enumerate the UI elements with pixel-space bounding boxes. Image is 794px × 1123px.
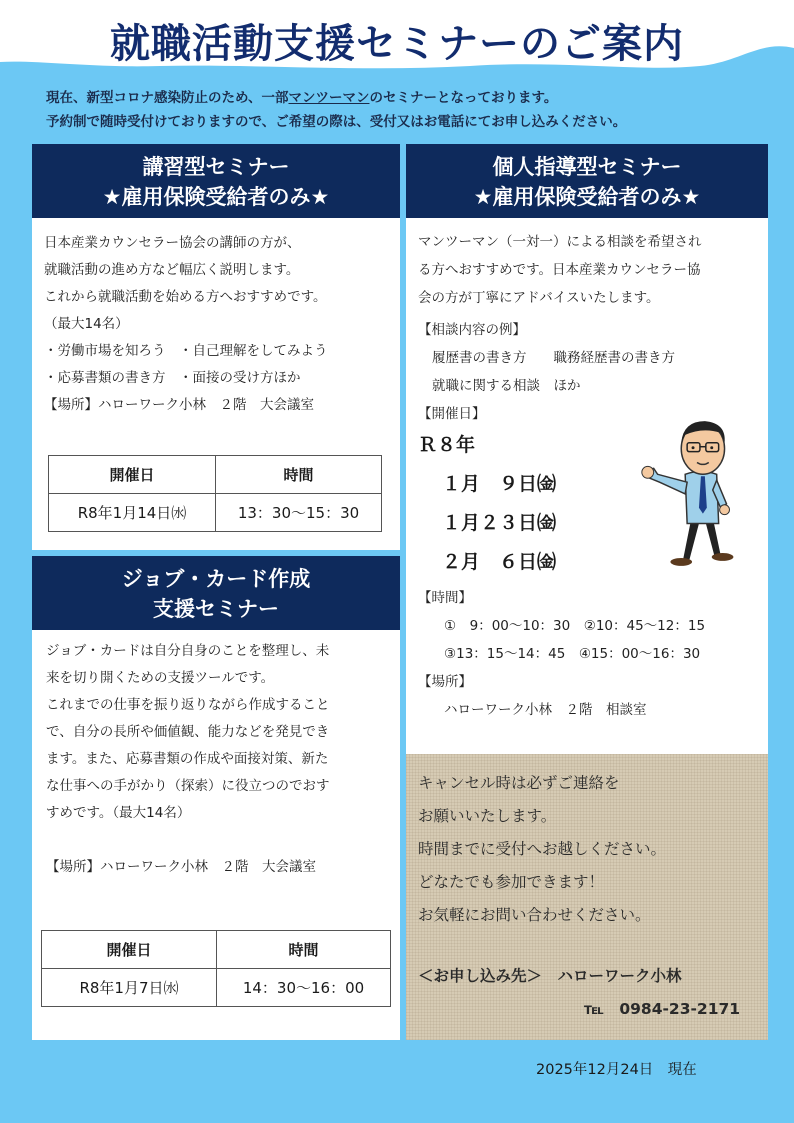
lecture-line: 日本産業カウンセラー協会の講師の方が、 xyxy=(44,235,301,251)
table-header-date: 開催日 xyxy=(42,931,217,969)
cancel-contact-box xyxy=(406,754,768,1040)
lecture-line: 就職活動の進め方など幅広く説明します。 xyxy=(44,262,300,278)
jobcard-line: で、自分の長所や価値観、能力などを発見でき xyxy=(46,724,330,740)
intro-line2: 予約制で随時受付けておりますので、ご希望の際は、受付又はお電話にてお申し込みください。 xyxy=(46,114,627,130)
jobcard-line: な仕事への手がかり（探索）に役立つのでおす xyxy=(46,778,330,794)
personal-seminar-header xyxy=(406,144,768,218)
jobcard-subtitle: 支援セミナー xyxy=(153,597,279,621)
intro-line1-post: のセミナーとなっております。 xyxy=(369,90,558,106)
page-title: 就職活動支援セミナーのご案内 xyxy=(110,21,684,67)
table-header-time: 時間 xyxy=(216,456,382,494)
personal-subtitle: ★雇用保険受給者のみ★ xyxy=(473,185,701,209)
cancel-line: どなたでも参加できます！ xyxy=(418,873,605,891)
jobcard-schedule-table xyxy=(41,930,391,1007)
table-header-date: 開催日 xyxy=(49,456,216,494)
time-label: 【時間】 xyxy=(418,590,472,606)
jobcard-line: これまでの仕事を振り返りながら作成すること xyxy=(46,697,330,713)
cancel-line: 時間までに受付へお越しください。 xyxy=(418,840,667,858)
jobcard-title: ジョブ・カード作成 xyxy=(121,567,311,591)
jobcard-place: 【場所】ハローワーク小林 ２階 大会議室 xyxy=(46,859,316,875)
jobcard-seminar-header xyxy=(32,556,400,630)
table-cell-time: 13：30～15：30 xyxy=(216,494,382,532)
lecture-subtitle: ★雇用保険受給者のみ★ xyxy=(102,185,330,209)
lecture-description xyxy=(32,218,400,419)
personal-title: 個人指導型セミナー xyxy=(492,155,682,179)
time-slots: ③13：15～14：45 ④15：00～16：30 xyxy=(444,646,701,662)
cancel-line: お願いいたします。 xyxy=(418,807,557,825)
contact-name: ＜お申し込み先＞ ハローワーク小林 xyxy=(418,967,682,985)
man-pointing-illustration xyxy=(632,412,760,572)
table-cell-date: R8年1月14日㈬ xyxy=(49,494,216,532)
contact-phone: ℡ 0984-23-2171 xyxy=(584,1000,741,1018)
jobcard-line: ます。また、応募書類の作成や面接対策、新た xyxy=(46,751,329,767)
example-item: 就職に関する相談 ほか xyxy=(432,378,581,394)
date-item: １月２３日㈮ xyxy=(442,512,557,534)
table-header-time: 時間 xyxy=(217,931,391,969)
jobcard-line: 来を切り開くための支援ツールです。 xyxy=(46,670,275,686)
personal-line: マンツーマン（一対一）による相談を希望され xyxy=(418,234,702,250)
lecture-seminar-header xyxy=(32,144,400,218)
personal-place: ハローワーク小林 ２階 相談室 xyxy=(444,702,647,718)
table-cell-time: 14：30～16：00 xyxy=(217,969,391,1007)
date-item: １月 ９日㈮ xyxy=(442,473,557,495)
jobcard-line: すめです。（最大14名） xyxy=(46,805,191,821)
jobcard-description xyxy=(32,630,400,881)
examples-label: 【相談内容の例】 xyxy=(418,322,526,338)
lecture-line: これから就職活動を始める方へおすすめです。 xyxy=(44,289,327,305)
lecture-line: （最大14名） xyxy=(44,316,129,332)
personal-line: る方へおすすめです。日本産業カウンセラー協 xyxy=(418,262,701,278)
lecture-place: 【場所】ハローワーク小林 ２階 大会議室 xyxy=(44,397,314,413)
date-label: 【開催日】 xyxy=(418,406,486,422)
date-item: ２月 ６日㈮ xyxy=(442,551,557,573)
personal-line: 会の方が丁寧にアドバイスいたします。 xyxy=(418,290,660,306)
jobcard-line: ジョブ・カードは自分自身のことを整理し、未 xyxy=(46,643,330,659)
lecture-line: ・応募書類の書き方 ・面接の受け方ほか xyxy=(44,370,301,386)
personal-description xyxy=(406,218,768,428)
lecture-line: ・労働市場を知ろう ・自己理解をしてみよう xyxy=(44,343,328,359)
example-item: 履歴書の書き方 職務経歴書の書き方 xyxy=(432,350,675,366)
lecture-schedule-table xyxy=(48,455,382,532)
cancel-line: キャンセル時は必ずご連絡を xyxy=(418,774,620,792)
as-of-date: 2025年12月24日 現在 xyxy=(536,1062,697,1078)
cancel-line: お気軽にお問い合わせください。 xyxy=(418,906,651,924)
time-slots: ① 9：00～10：30 ②10：45～12：15 xyxy=(444,618,706,634)
place-label: 【場所】 xyxy=(418,674,472,690)
date-year: Ｒ８年 xyxy=(418,434,476,456)
intro-line1-underlined: マンツーマン xyxy=(288,90,370,106)
lecture-title: 講習型セミナー xyxy=(142,155,290,179)
intro-line1-pre: 現在、新型コロナ感染防止のため、一部 xyxy=(46,90,289,106)
table-cell-date: R8年1月7日㈬ xyxy=(42,969,217,1007)
intro-notice xyxy=(46,86,766,134)
personal-times xyxy=(406,584,768,724)
